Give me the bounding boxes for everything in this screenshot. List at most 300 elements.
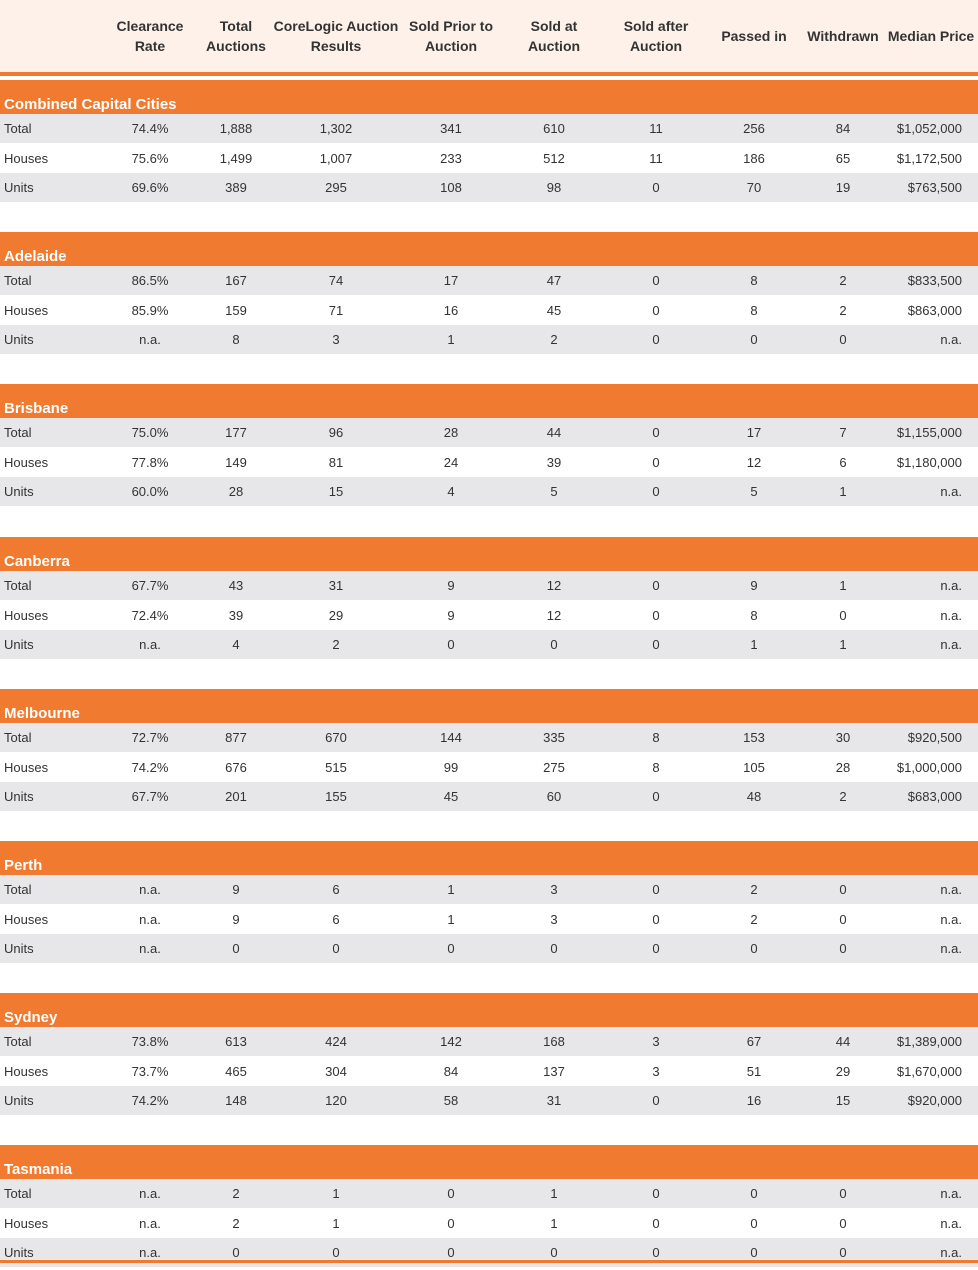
- cell-clearance-rate: n.a.: [139, 912, 161, 927]
- section-title-bar: [0, 384, 978, 418]
- cell-sold-at-auction: 0: [550, 637, 558, 652]
- cell-sold-prior: 1: [447, 332, 455, 347]
- cell-sold-prior: 17: [443, 273, 459, 288]
- cell-total-auctions: 167: [225, 273, 247, 288]
- cell-clearance-rate: n.a.: [139, 1216, 161, 1231]
- cell-total-auctions: 465: [225, 1064, 247, 1079]
- cell-sold-prior: 1: [447, 912, 455, 927]
- cell-corelogic-results: 6: [332, 912, 340, 927]
- cell-sold-prior: 0: [447, 637, 455, 652]
- cell-total-auctions: 39: [228, 608, 244, 623]
- cell-row-label: Total: [4, 425, 32, 440]
- section-title: Perth: [4, 857, 43, 874]
- cell-median-price: $863,000: [907, 303, 962, 318]
- header-label-line: Withdrawn: [807, 28, 879, 44]
- table-row: [0, 1179, 978, 1208]
- cell-sold-after: 0: [652, 941, 660, 956]
- section-title: Adelaide: [4, 248, 67, 265]
- cell-sold-at-auction: 45: [546, 303, 562, 318]
- header-label-line: Passed in: [721, 28, 787, 44]
- table-row: [0, 173, 978, 202]
- cell-sold-after: 0: [652, 882, 660, 897]
- cell-row-label: Houses: [4, 151, 49, 166]
- cell-total-auctions: 177: [225, 425, 247, 440]
- cell-row-label: Units: [4, 180, 34, 195]
- header-row-label: [0, 0, 100, 72]
- table-row: [0, 782, 978, 811]
- cell-withdrawn: 2: [839, 303, 847, 318]
- header-label: [807, 26, 878, 46]
- section-title-bar: [0, 537, 978, 571]
- cell-passed-in: 8: [750, 303, 758, 318]
- cell-clearance-rate: 77.8%: [131, 455, 169, 470]
- table-row: [0, 296, 978, 325]
- header-label-line: Auction: [424, 38, 478, 54]
- cell-sold-after: 0: [652, 1093, 660, 1108]
- cell-median-price: $1,389,000: [896, 1034, 962, 1049]
- cell-median-price: n.a.: [940, 608, 962, 623]
- cell-sold-prior: 9: [447, 578, 455, 593]
- cell-sold-after: 0: [652, 789, 660, 804]
- cell-clearance-rate: 85.9%: [131, 303, 169, 318]
- cell-sold-after: 0: [652, 608, 660, 623]
- cell-sold-after: 0: [652, 332, 660, 347]
- cell-corelogic-results: 304: [325, 1064, 347, 1079]
- header-label-line: Rate: [134, 38, 166, 54]
- cell-median-price: $1,052,000: [896, 121, 962, 136]
- table-row: [0, 1027, 978, 1056]
- cell-passed-in: 67: [746, 1034, 762, 1049]
- cell-row-label: Total: [4, 1186, 32, 1201]
- cell-total-auctions: 676: [225, 760, 247, 775]
- cell-corelogic-results: 515: [325, 760, 347, 775]
- section-title-bar: [0, 841, 978, 875]
- cell-passed-in: 0: [750, 1245, 758, 1260]
- header-label-line: Auctions: [206, 38, 266, 54]
- cell-withdrawn: 2: [839, 789, 847, 804]
- cell-sold-at-auction: 12: [546, 578, 562, 593]
- header-divider: [0, 72, 978, 76]
- cell-total-auctions: 1,888: [219, 121, 253, 136]
- cell-median-price: n.a.: [940, 1216, 962, 1231]
- cell-row-label: Total: [4, 121, 32, 136]
- cell-median-price: n.a.: [940, 912, 962, 927]
- cell-sold-after: 8: [652, 730, 660, 745]
- cell-clearance-rate: n.a.: [139, 1245, 161, 1260]
- cell-sold-after: 11: [649, 151, 663, 166]
- cell-sold-after: 0: [652, 455, 660, 470]
- cell-sold-prior: 0: [447, 941, 455, 956]
- header-label: [528, 16, 580, 56]
- cell-passed-in: 12: [746, 455, 762, 470]
- header-corelogic-results: [272, 0, 400, 72]
- cell-passed-in: 48: [746, 789, 762, 804]
- section-title-bar: [0, 993, 978, 1027]
- section-title: Canberra: [4, 553, 70, 570]
- cell-passed-in: 16: [746, 1093, 762, 1108]
- section-title: Combined Capital Cities: [4, 96, 177, 113]
- cell-row-label: Total: [4, 578, 32, 593]
- cell-clearance-rate: n.a.: [139, 1186, 161, 1201]
- header-label: [721, 26, 786, 46]
- cell-sold-prior: 24: [443, 455, 459, 470]
- cell-sold-prior: 45: [443, 789, 459, 804]
- cell-median-price: $1,172,500: [896, 151, 962, 166]
- cell-median-price: n.a.: [940, 1245, 962, 1260]
- cell-median-price: $763,500: [907, 180, 962, 195]
- cell-sold-at-auction: 168: [543, 1034, 565, 1049]
- section-sydney: [0, 993, 978, 1118]
- cell-sold-at-auction: 1: [550, 1186, 558, 1201]
- cell-sold-prior: 84: [443, 1064, 459, 1079]
- cell-clearance-rate: 69.6%: [131, 180, 169, 195]
- cell-passed-in: 2: [750, 882, 758, 897]
- cell-withdrawn: 0: [839, 941, 847, 956]
- cell-clearance-rate: 74.4%: [131, 121, 169, 136]
- cell-sold-at-auction: 39: [546, 455, 562, 470]
- cell-corelogic-results: 0: [332, 1245, 340, 1260]
- cell-total-auctions: 4: [232, 637, 240, 652]
- cell-corelogic-results: 0: [332, 941, 340, 956]
- cell-corelogic-results: 29: [328, 608, 344, 623]
- cell-clearance-rate: 74.2%: [131, 760, 169, 775]
- cell-sold-at-auction: 0: [550, 1245, 558, 1260]
- cell-passed-in: 0: [750, 941, 758, 956]
- cell-withdrawn: 28: [835, 760, 851, 775]
- cell-corelogic-results: 670: [325, 730, 347, 745]
- cell-sold-at-auction: 44: [546, 425, 562, 440]
- section-title-bar: [0, 80, 978, 114]
- cell-total-auctions: 877: [225, 730, 247, 745]
- cell-withdrawn: 7: [839, 425, 847, 440]
- cell-clearance-rate: n.a.: [139, 941, 161, 956]
- cell-passed-in: 8: [750, 273, 758, 288]
- cell-sold-prior: 1: [447, 882, 455, 897]
- cell-row-label: Units: [4, 941, 34, 956]
- cell-clearance-rate: n.a.: [139, 332, 161, 347]
- cell-corelogic-results: 81: [328, 455, 344, 470]
- table-header: [0, 0, 978, 72]
- cell-median-price: n.a.: [940, 484, 962, 499]
- cell-withdrawn: 0: [839, 332, 847, 347]
- cell-corelogic-results: 2: [332, 637, 340, 652]
- header-label: [206, 16, 266, 56]
- cell-sold-at-auction: 1: [550, 1216, 558, 1231]
- section-brisbane: [0, 384, 978, 509]
- table-row: [0, 601, 978, 630]
- header-label-line: Auction: [629, 38, 683, 54]
- cell-row-label: Units: [4, 484, 34, 499]
- cell-row-label: Houses: [4, 912, 49, 927]
- cell-sold-prior: 233: [440, 151, 462, 166]
- cell-withdrawn: 6: [839, 455, 847, 470]
- cell-clearance-rate: 67.7%: [131, 789, 169, 804]
- section-title: Melbourne: [4, 705, 80, 722]
- cell-total-auctions: 1,499: [219, 151, 253, 166]
- cell-corelogic-results: 1,302: [319, 121, 353, 136]
- cell-sold-prior: 0: [447, 1245, 455, 1260]
- cell-sold-after: 0: [652, 273, 660, 288]
- cell-corelogic-results: 424: [325, 1034, 347, 1049]
- table-row: [0, 905, 978, 934]
- cell-total-auctions: 148: [225, 1093, 247, 1108]
- cell-sold-at-auction: 98: [546, 180, 562, 195]
- cell-corelogic-results: 31: [328, 578, 344, 593]
- header-label-line: Sold at: [530, 18, 578, 34]
- cell-clearance-rate: 72.7%: [131, 730, 169, 745]
- table-row: [0, 114, 978, 143]
- table-row: [0, 1057, 978, 1086]
- cell-total-auctions: 0: [232, 941, 240, 956]
- header-label-line: Results: [310, 38, 362, 54]
- cell-passed-in: 0: [750, 1186, 758, 1201]
- section-title-bar: [0, 232, 978, 266]
- table-row: [0, 723, 978, 752]
- cell-sold-prior: 142: [440, 1034, 462, 1049]
- cell-row-label: Units: [4, 789, 34, 804]
- cell-passed-in: 105: [743, 760, 765, 775]
- section-canberra: [0, 537, 978, 662]
- cell-sold-after: 0: [652, 637, 660, 652]
- cell-median-price: n.a.: [940, 941, 962, 956]
- cell-median-price: $1,000,000: [896, 760, 962, 775]
- cell-median-price: $1,155,000: [896, 425, 962, 440]
- cell-passed-in: 186: [743, 151, 765, 166]
- cell-sold-prior: 108: [440, 180, 462, 195]
- cell-passed-in: 1: [750, 637, 758, 652]
- cell-withdrawn: 0: [839, 1186, 847, 1201]
- header-sold-at-auction: [502, 0, 606, 72]
- cell-row-label: Units: [4, 1245, 34, 1260]
- header-label: [624, 16, 689, 56]
- header-label-line: Clearance: [116, 18, 184, 34]
- header-withdrawn: [802, 0, 884, 72]
- cell-median-price: n.a.: [940, 332, 962, 347]
- cell-withdrawn: 84: [835, 121, 851, 136]
- cell-sold-at-auction: 5: [550, 484, 558, 499]
- cell-corelogic-results: 96: [328, 425, 344, 440]
- cell-clearance-rate: n.a.: [139, 882, 161, 897]
- cell-corelogic-results: 1: [332, 1186, 340, 1201]
- cell-total-auctions: 389: [225, 180, 247, 195]
- cell-withdrawn: 65: [835, 151, 851, 166]
- cell-total-auctions: 159: [225, 303, 247, 318]
- header-label: [409, 16, 493, 56]
- header-passed-in: [706, 0, 802, 72]
- table-row: [0, 630, 978, 659]
- cell-sold-prior: 58: [443, 1093, 459, 1108]
- cell-total-auctions: 613: [225, 1034, 247, 1049]
- cell-sold-after: 0: [652, 484, 660, 499]
- cell-total-auctions: 201: [225, 789, 247, 804]
- cell-withdrawn: 0: [839, 1245, 847, 1260]
- cell-sold-at-auction: 3: [550, 912, 558, 927]
- cell-total-auctions: 149: [225, 455, 247, 470]
- cell-total-auctions: 0: [232, 1245, 240, 1260]
- cell-row-label: Total: [4, 730, 32, 745]
- cell-passed-in: 5: [750, 484, 758, 499]
- cell-row-label: Houses: [4, 1216, 49, 1231]
- cell-sold-prior: 144: [440, 730, 462, 745]
- cell-row-label: Houses: [4, 760, 49, 775]
- cell-withdrawn: 0: [839, 1216, 847, 1231]
- cell-sold-at-auction: 31: [546, 1093, 562, 1108]
- cell-total-auctions: 9: [232, 882, 240, 897]
- cell-sold-after: 3: [652, 1064, 660, 1079]
- cell-row-label: Houses: [4, 608, 49, 623]
- cell-sold-after: 0: [652, 425, 660, 440]
- cell-passed-in: 70: [746, 180, 762, 195]
- header-label-line: CoreLogic Auction: [273, 18, 399, 34]
- cell-row-label: Houses: [4, 303, 49, 318]
- cell-clearance-rate: 74.2%: [131, 1093, 169, 1108]
- section-tasmania: [0, 1145, 978, 1270]
- cell-median-price: $920,500: [907, 730, 962, 745]
- header-median-price: [884, 0, 978, 72]
- cell-withdrawn: 0: [839, 608, 847, 623]
- header-label: [274, 16, 399, 56]
- cell-corelogic-results: 1,007: [319, 151, 353, 166]
- cell-sold-at-auction: 60: [546, 789, 562, 804]
- cell-withdrawn: 19: [835, 180, 851, 195]
- cell-sold-at-auction: 0: [550, 941, 558, 956]
- cell-sold-prior: 0: [447, 1186, 455, 1201]
- cell-clearance-rate: 73.8%: [131, 1034, 169, 1049]
- cell-withdrawn: 0: [839, 912, 847, 927]
- cell-row-label: Total: [4, 882, 32, 897]
- cell-sold-prior: 0: [447, 1216, 455, 1231]
- cell-row-label: Houses: [4, 1064, 49, 1079]
- cell-sold-after: 0: [652, 912, 660, 927]
- cell-passed-in: 9: [750, 578, 758, 593]
- cell-clearance-rate: 67.7%: [131, 578, 169, 593]
- header-sold-prior: [400, 0, 502, 72]
- cell-clearance-rate: n.a.: [139, 637, 161, 652]
- cell-sold-at-auction: 3: [550, 882, 558, 897]
- section-perth: [0, 841, 978, 966]
- cell-corelogic-results: 71: [328, 303, 344, 318]
- cell-withdrawn: 1: [839, 578, 847, 593]
- table-bottom-border: [0, 1260, 978, 1263]
- header-label-line: Total: [219, 18, 253, 34]
- cell-sold-at-auction: 12: [546, 608, 562, 623]
- cell-sold-prior: 4: [447, 484, 455, 499]
- header-label-line: Median Price: [887, 28, 975, 44]
- section-title-bar: [0, 1145, 978, 1179]
- cell-passed-in: 153: [743, 730, 765, 745]
- cell-total-auctions: 2: [232, 1186, 240, 1201]
- header-label: [117, 16, 184, 56]
- cell-sold-at-auction: 610: [543, 121, 565, 136]
- cell-row-label: Houses: [4, 455, 49, 470]
- cell-clearance-rate: 75.6%: [131, 151, 169, 166]
- cell-sold-prior: 9: [447, 608, 455, 623]
- cell-corelogic-results: 74: [328, 273, 344, 288]
- section-title: Sydney: [4, 1009, 58, 1026]
- cell-sold-prior: 28: [443, 425, 459, 440]
- cell-corelogic-results: 3: [332, 332, 340, 347]
- table-row: [0, 934, 978, 963]
- section-title-bar: [0, 689, 978, 723]
- cell-passed-in: 256: [743, 121, 765, 136]
- cell-total-auctions: 28: [228, 484, 244, 499]
- cell-sold-at-auction: 137: [543, 1064, 565, 1079]
- cell-withdrawn: 44: [835, 1034, 851, 1049]
- header-label-line: Auction: [527, 38, 581, 54]
- cell-corelogic-results: 295: [325, 180, 347, 195]
- cell-sold-after: 0: [652, 1186, 660, 1201]
- cell-corelogic-results: 120: [325, 1093, 347, 1108]
- cell-median-price: n.a.: [940, 882, 962, 897]
- cell-total-auctions: 9: [232, 912, 240, 927]
- header-sold-after: [606, 0, 706, 72]
- cell-median-price: $833,500: [907, 273, 962, 288]
- cell-row-label: Units: [4, 1093, 34, 1108]
- cell-row-label: Total: [4, 273, 32, 288]
- cell-clearance-rate: 73.7%: [131, 1064, 169, 1079]
- cell-sold-after: 0: [652, 180, 660, 195]
- cell-sold-at-auction: 275: [543, 760, 565, 775]
- cell-passed-in: 0: [750, 1216, 758, 1231]
- table-row: [0, 477, 978, 506]
- cell-clearance-rate: 75.0%: [131, 425, 169, 440]
- cell-sold-at-auction: 47: [546, 273, 562, 288]
- cell-withdrawn: 1: [839, 484, 847, 499]
- header-label-line: Sold after: [623, 18, 689, 34]
- cell-passed-in: 8: [750, 608, 758, 623]
- cell-median-price: $1,670,000: [896, 1064, 962, 1079]
- cell-passed-in: 2: [750, 912, 758, 927]
- cell-withdrawn: 1: [839, 637, 847, 652]
- cell-row-label: Units: [4, 332, 34, 347]
- table-row: [0, 266, 978, 295]
- cell-sold-prior: 16: [443, 303, 459, 318]
- cell-sold-after: 0: [652, 1245, 660, 1260]
- cell-clearance-rate: 86.5%: [131, 273, 169, 288]
- header-label-line: Sold Prior to: [409, 18, 493, 34]
- section-combined-capital-cities: [0, 80, 978, 205]
- cell-sold-at-auction: 512: [543, 151, 565, 166]
- cell-corelogic-results: 1: [332, 1216, 340, 1231]
- cell-sold-after: 0: [652, 578, 660, 593]
- cell-median-price: $683,000: [907, 789, 962, 804]
- cell-corelogic-results: 155: [325, 789, 347, 804]
- cell-median-price: n.a.: [940, 637, 962, 652]
- cell-corelogic-results: 6: [332, 882, 340, 897]
- cell-median-price: n.a.: [940, 578, 962, 593]
- cell-total-auctions: 43: [228, 578, 244, 593]
- header-total-auctions: [200, 0, 272, 72]
- cell-row-label: Units: [4, 637, 34, 652]
- table-row: [0, 448, 978, 477]
- cell-withdrawn: 0: [839, 882, 847, 897]
- cell-withdrawn: 30: [835, 730, 851, 745]
- cell-total-auctions: 2: [232, 1216, 240, 1231]
- cell-withdrawn: 29: [835, 1064, 851, 1079]
- section-title: Tasmania: [4, 1161, 73, 1178]
- cell-passed-in: 0: [750, 332, 758, 347]
- cell-sold-after: 3: [652, 1034, 660, 1049]
- table-row: [0, 875, 978, 904]
- section-melbourne: [0, 689, 978, 814]
- cell-median-price: $1,180,000: [896, 455, 962, 470]
- cell-clearance-rate: 72.4%: [131, 608, 169, 623]
- table-row: [0, 1086, 978, 1115]
- cell-corelogic-results: 15: [328, 484, 344, 499]
- cell-sold-after: 0: [652, 1216, 660, 1231]
- table-row: [0, 1209, 978, 1238]
- cell-sold-after: 8: [652, 760, 660, 775]
